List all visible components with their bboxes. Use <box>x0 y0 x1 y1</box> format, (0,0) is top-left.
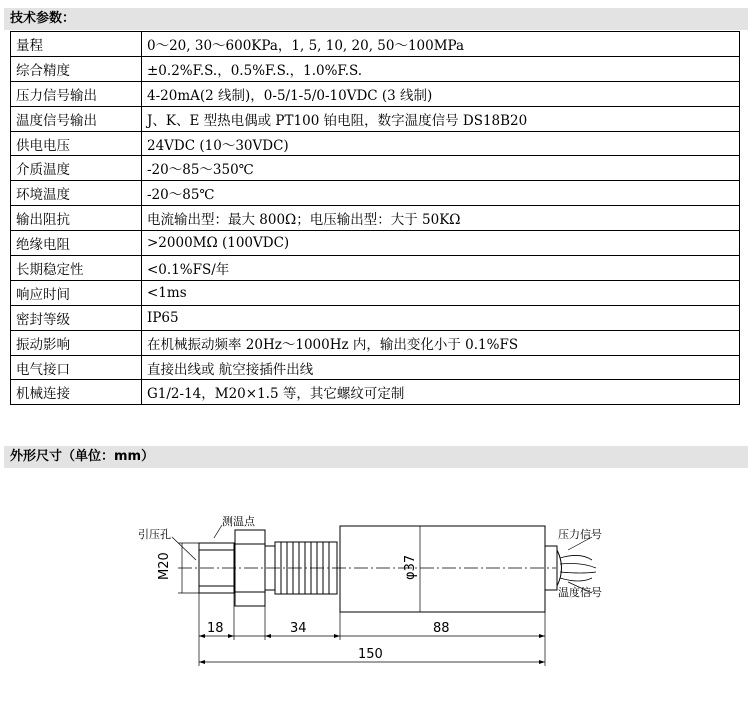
label-diameter: φ37 <box>403 554 418 580</box>
dimension-18: 18 <box>207 621 224 636</box>
spec-name: 绝缘电阻 <box>11 231 142 256</box>
spec-value: 在机械振动频率 20Hz～1000Hz 内，输出变化小于 0.1%FS <box>142 330 740 355</box>
dimension-34: 34 <box>290 621 307 636</box>
spec-section-title: 技术参数： <box>4 8 748 30</box>
spec-value: <0.1%FS/年 <box>142 256 740 281</box>
spec-value: 0～20, 30～600KPa，1, 5, 10, 20, 50～100MPa <box>142 32 740 57</box>
spec-row <box>11 330 740 355</box>
spec-row <box>11 181 740 206</box>
spec-value: 电流输出型：最大 800Ω；电压输出型：大于 50KΩ <box>142 206 740 231</box>
spec-table <box>10 31 740 405</box>
label-temp-point: 测温点 <box>222 515 255 528</box>
spec-row <box>11 32 740 57</box>
spec-value: J、K、E 型热电偶或 PT100 铂电阻，数字温度信号 DS18B20 <box>142 106 740 131</box>
spec-name: 量程 <box>11 32 142 57</box>
dimension-drawing <box>0 480 752 708</box>
label-thread: M20 <box>157 552 172 580</box>
dimension-section-title: 外形尺寸（单位：mm） <box>4 446 748 468</box>
spec-value: 直接出线或 航空接插件出线 <box>142 355 740 380</box>
spec-name: 输出阻抗 <box>11 206 142 231</box>
spec-name: 供电电压 <box>11 131 142 156</box>
label-temp-signal: 温度信号 <box>558 586 602 599</box>
dimension-88: 88 <box>433 621 450 636</box>
spec-row <box>11 256 740 281</box>
spec-value: -20～85℃ <box>142 181 740 206</box>
spec-name: 密封等级 <box>11 305 142 330</box>
label-pressure-port: 引压孔 <box>138 528 171 541</box>
spec-value: 4-20mA(2 线制)，0-5/1-5/0-10VDC (3 线制) <box>142 81 740 106</box>
spec-row <box>11 156 740 181</box>
dimension-150: 150 <box>358 647 383 662</box>
spec-row <box>11 131 740 156</box>
spec-value: IP65 <box>142 305 740 330</box>
spec-name: 综合精度 <box>11 56 142 81</box>
spec-value: >2000MΩ (100VDC) <box>142 231 740 256</box>
spec-row <box>11 106 740 131</box>
spec-row <box>11 355 740 380</box>
spec-name: 温度信号输出 <box>11 106 142 131</box>
spec-name: 介质温度 <box>11 156 142 181</box>
spec-value: -20～85～350℃ <box>142 156 740 181</box>
spec-value: ±0.2%F.S.，0.5%F.S.，1.0%F.S. <box>142 56 740 81</box>
spec-name: 响应时间 <box>11 280 142 305</box>
spec-row <box>11 56 740 81</box>
spec-name: 环境温度 <box>11 181 142 206</box>
spec-value: G1/2-14，M20×1.5 等，其它螺纹可定制 <box>142 380 740 405</box>
spec-row <box>11 305 740 330</box>
label-pressure-signal: 压力信号 <box>558 528 602 541</box>
spec-row <box>11 380 740 405</box>
spec-name: 电气接口 <box>11 355 142 380</box>
spec-name: 振动影响 <box>11 330 142 355</box>
spec-row <box>11 231 740 256</box>
spec-name: 压力信号输出 <box>11 81 142 106</box>
spec-name: 机械连接 <box>11 380 142 405</box>
spec-value: <1ms <box>142 280 740 305</box>
spec-row <box>11 206 740 231</box>
spec-name: 长期稳定性 <box>11 256 142 281</box>
main-body <box>340 526 545 612</box>
spec-value: 24VDC (10～30VDC) <box>142 131 740 156</box>
spec-row <box>11 280 740 305</box>
spec-row <box>11 81 740 106</box>
